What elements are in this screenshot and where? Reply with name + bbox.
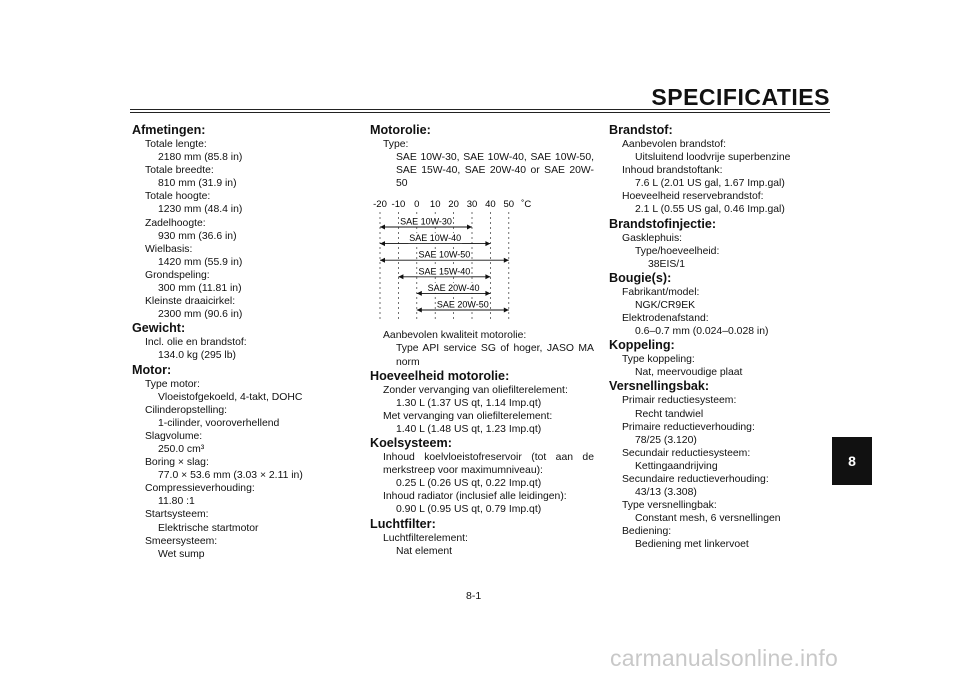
section-heading-motorolie: Motorolie: xyxy=(370,123,431,137)
temperature-tick-label: 20 xyxy=(448,199,459,211)
spec-label: Secundair reductiesysteem: xyxy=(622,447,751,459)
range-arrowhead-icon xyxy=(417,308,422,313)
spec-value: 78/25 (3.120) xyxy=(635,434,697,446)
spec-value: 2.1 L (0.55 US gal, 0.46 Imp.gal) xyxy=(635,204,785,216)
oil-grade-label: SAE 10W-50 xyxy=(418,250,471,261)
spec-label: Zadelhoogte: xyxy=(145,217,206,229)
spec-value: 1420 mm (55.9 in) xyxy=(158,256,243,268)
range-arrowhead-icon xyxy=(504,258,509,263)
spec-value: 2300 mm (90.6 in) xyxy=(158,309,243,321)
spec-label: Luchtfilterelement: xyxy=(383,532,468,544)
spec-label: Totale hoogte: xyxy=(145,191,211,203)
page-number: 8-1 xyxy=(466,590,482,602)
spec-label: Bediening: xyxy=(622,526,672,538)
spec-value: Recht tandwiel xyxy=(635,408,704,420)
spec-value: NGK/CR9EK xyxy=(635,299,696,311)
spec-column-1 xyxy=(132,123,342,561)
spec-value: SAE 10W-30, SAE 10W-40, SAE 10W-50, SAE 15W-40, SAE 20W-40 or SAE 20W-50 xyxy=(396,152,594,190)
range-arrowhead-icon xyxy=(485,275,490,280)
spec-value: 0.6–0.7 mm (0.024–0.028 in) xyxy=(635,326,769,338)
spec-value: Nat, meervoudige plaat xyxy=(635,367,743,379)
range-arrowhead-icon xyxy=(380,258,385,263)
spec-label: Hoeveelheid reservebrandstof: xyxy=(622,191,764,203)
oil-grade-label: SAE 20W-40 xyxy=(427,283,480,294)
section-heading-versnellingsbak: Versnellingsbak: xyxy=(609,379,710,394)
spec-column-2 xyxy=(370,123,596,558)
range-arrowhead-icon xyxy=(467,225,472,230)
watermark: carmanualsonline.info xyxy=(610,645,838,671)
section-heading-afmetingen: Afmetingen: xyxy=(132,123,206,137)
spec-value: Wet sump xyxy=(158,548,205,560)
spec-label: Type motor: xyxy=(145,378,200,390)
section-heading-koppeling: Koppeling: xyxy=(609,338,675,353)
section-heading-brandstofinjectie: Brandstofinjectie: xyxy=(609,216,717,231)
range-arrowhead-icon xyxy=(398,275,403,280)
spec-label: Gasklephuis: xyxy=(622,232,683,244)
spec-label: Compressieverhouding: xyxy=(145,483,255,495)
spec-value: 250.0 cm³ xyxy=(158,443,205,455)
spec-label: Type versnellingbak: xyxy=(622,500,717,512)
temperature-tick-label: 0 xyxy=(414,199,420,211)
spec-label: Met vervanging van oliefilterelement: xyxy=(383,410,553,422)
range-arrowhead-icon xyxy=(417,291,422,296)
spec-value: 930 mm (36.6 in) xyxy=(158,230,237,242)
spec-value: Type API service SG of hoger, JASO MA norm xyxy=(396,343,594,368)
spec-label: Type koppeling: xyxy=(622,354,695,366)
temperature-tick-label: -20 xyxy=(373,199,387,211)
range-arrowhead-icon xyxy=(485,291,490,296)
spec-label: Primaire reductieverhouding: xyxy=(622,421,755,433)
temperature-tick-label: 10 xyxy=(429,199,441,211)
spec-value: Kettingaandrijving xyxy=(635,460,718,472)
temperature-tick-label: 40 xyxy=(485,199,496,211)
spec-label: Secundaire reductieverhouding: xyxy=(622,473,769,485)
spec-label: Grondspeling: xyxy=(145,269,210,281)
spec-value: 43/13 (3.308) xyxy=(635,487,697,499)
spec-label: Type: xyxy=(383,139,409,150)
spec-label: Totale breedte: xyxy=(145,165,214,177)
spec-value: 7.6 L (2.01 US gal, 1.67 Imp.gal) xyxy=(635,178,785,190)
section-heading-gewicht: Gewicht: xyxy=(132,321,186,336)
section-heading-brandstof: Brandstof: xyxy=(609,123,673,137)
range-arrowhead-icon xyxy=(504,308,509,313)
spec-value: Nat element xyxy=(396,545,453,557)
oil-grade-label: SAE 10W-30 xyxy=(400,216,452,227)
spec-value: 300 mm (11.81 in) xyxy=(158,283,242,295)
spec-label: Inhoud brandstoftank: xyxy=(622,165,723,177)
range-arrowhead-icon xyxy=(380,241,385,246)
spec-label: Elektrodenafstand: xyxy=(622,313,709,325)
chapter-tab[interactable]: 8 xyxy=(832,437,872,485)
spec-label: Startsysteem: xyxy=(145,509,209,521)
temperature-tick-label: -10 xyxy=(391,199,406,211)
spec-value: 0.25 L (0.26 US qt, 0.22 Imp.qt) xyxy=(396,478,542,490)
spec-column-3 xyxy=(609,123,824,552)
section-heading-motor: Motor: xyxy=(132,362,172,377)
range-arrowhead-icon xyxy=(485,241,490,246)
spec-label: Cilinderopstelling: xyxy=(145,404,228,416)
spec-value: 11.80 :1 xyxy=(158,496,195,508)
title-rule xyxy=(130,109,830,113)
spec-label: Incl. olie en brandstof: xyxy=(145,337,247,349)
spec-label: Inhoud radiator (inclusief alle leidingen): xyxy=(383,491,567,503)
spec-value: 0.90 L (0.95 US qt, 0.79 Imp.qt) xyxy=(396,504,542,516)
spec-label: Wielbasis: xyxy=(145,243,193,255)
spec-value: 810 mm (31.9 in) xyxy=(158,178,237,190)
section-heading-luchtfilter: Luchtfilter: xyxy=(370,516,436,531)
range-arrowhead-icon xyxy=(380,225,385,230)
temperature-unit: ˚C xyxy=(521,199,532,211)
spec-value: 1-cilinder, vooroverhellend xyxy=(158,417,280,429)
spec-value: 77.0 × 53.6 mm (3.03 × 2.11 in) xyxy=(158,470,303,482)
spec-value: Vloeistofgekoeld, 4-takt, DOHC xyxy=(158,391,303,403)
spec-label: Smeersysteem: xyxy=(145,535,218,547)
spec-label: Boring × slag: xyxy=(145,457,209,469)
spec-label: Slagvolume: xyxy=(145,430,203,442)
oil-grade-label: SAE 20W-50 xyxy=(436,299,489,310)
oil-grade-label: SAE 10W-40 xyxy=(409,233,462,244)
spec-value: Uitsluitend loodvrije superbenzine xyxy=(635,152,791,164)
spec-value: 2180 mm (85.8 in) xyxy=(158,152,243,164)
spec-label: Fabrikant/model: xyxy=(622,286,700,298)
spec-value: 1.30 L (1.37 US qt, 1.14 Imp.qt) xyxy=(396,397,542,409)
spec-label: Aanbevolen brandstof: xyxy=(622,139,726,150)
oil-grade-label: SAE 15W-40 xyxy=(418,266,471,277)
spec-value: 134.0 kg (295 lb) xyxy=(158,350,236,362)
spec-value: Elektrische startmotor xyxy=(158,522,259,534)
oil-viscosity-diagram xyxy=(370,198,596,323)
spec-value: 1.40 L (1.48 US qt, 1.23 Imp.qt) xyxy=(396,423,542,435)
section-heading-koelsysteem: Koelsysteem: xyxy=(370,436,452,451)
section-heading-hoeveelheid-motorolie: Hoeveelheid motorolie: xyxy=(370,368,510,383)
spec-label: Kleinste draaicirkel: xyxy=(145,296,236,308)
spec-label: Zonder vervanging van oliefilterelement: xyxy=(383,384,568,396)
section-heading-bougie-s: Bougie(s): xyxy=(609,270,672,285)
spec-label: Aanbevolen kwaliteit motorolie: xyxy=(383,330,527,342)
spec-value: 1230 mm (48.4 in) xyxy=(158,204,243,216)
temperature-tick-label: 30 xyxy=(466,199,478,211)
spec-label: Totale lengte: xyxy=(145,139,207,150)
spec-value: Constant mesh, 6 versnellingen xyxy=(635,513,781,525)
page-title: SPECIFICATIES xyxy=(651,84,830,110)
oil-viscosity-chart xyxy=(370,198,596,323)
spec-value: Type/hoeveelheid: xyxy=(635,245,720,257)
spec-value: Bediening met linkervoet xyxy=(635,539,749,551)
temperature-tick-label: 50 xyxy=(503,199,515,211)
spec-label: Inhoud koelvloeistofreservoir (tot aan de merkstreep voor maximumniveau): xyxy=(383,452,594,477)
spec-label: Primair reductiesysteem: xyxy=(622,395,737,407)
spec-value: 38EIS/1 xyxy=(648,258,685,270)
